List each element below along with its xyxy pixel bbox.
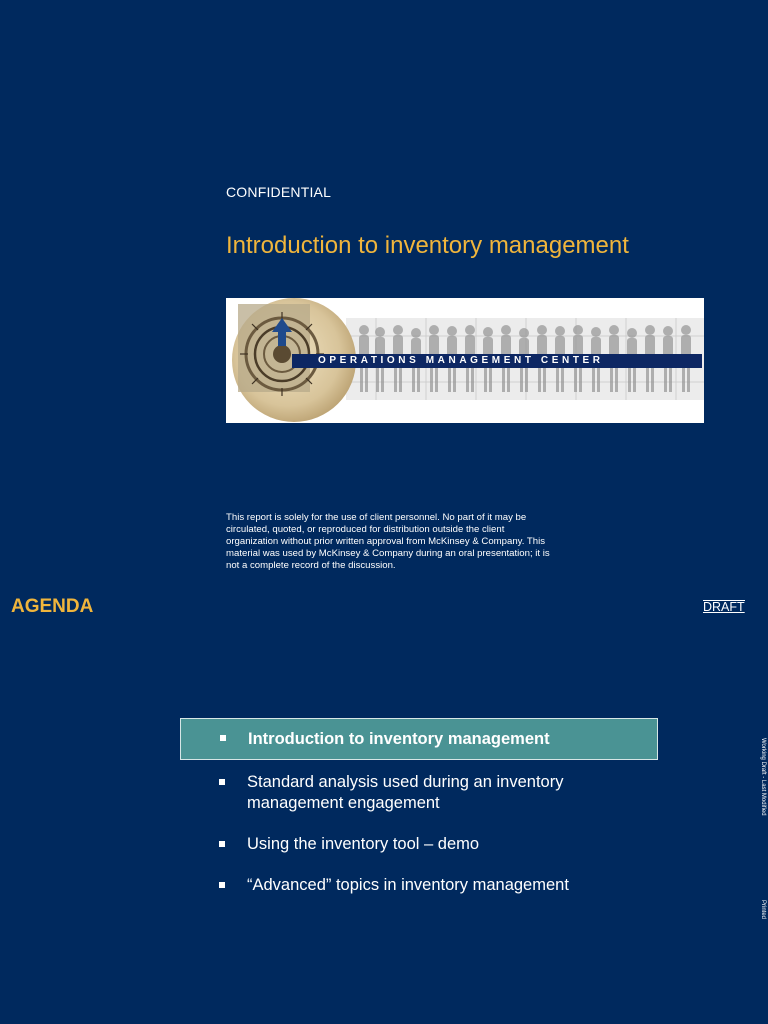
agenda-item-label: Standard analysis used during an inventory management engagement: [247, 773, 564, 812]
banner-label-strip: [292, 354, 702, 368]
square-bullet-icon: [219, 779, 225, 785]
confidential-label: CONFIDENTIAL: [226, 184, 332, 200]
square-bullet-icon: [220, 735, 226, 741]
square-bullet-icon: [219, 882, 225, 888]
agenda-item-intro[interactable]: [180, 718, 658, 760]
printed-note: Printed: [760, 900, 766, 920]
agenda-list: [180, 718, 658, 916]
agenda-title: AGENDA: [11, 596, 94, 617]
draft-label: DRAFT: [703, 600, 745, 614]
agenda-item-standard-analysis[interactable]: [180, 772, 658, 814]
agenda-item-label: Introduction to inventory management: [248, 730, 550, 748]
agenda-item-label: “Advanced” topics in inventory management: [247, 876, 569, 894]
banner-label: OPERATIONS MANAGEMENT CENTER: [318, 355, 604, 366]
document-title: Introduction to inventory management: [226, 232, 629, 259]
agenda-item-advanced-topics[interactable]: [180, 875, 658, 896]
confidentiality-disclaimer: This report is solely for the use of client personnel. No part of it may be circulated, quoted, or reproduced for distribution outside the client organization without prior written approval from McKinsey & Company. This material was used by McKinsey & Company during an oral presentation; it is not a complete record of the discussion.: [226, 512, 550, 571]
operations-banner: [226, 298, 704, 423]
working-draft-note: Working Draft - Last Modified: [760, 738, 766, 816]
agenda-item-label: Using the inventory tool – demo: [247, 835, 480, 853]
agenda-item-tool-demo[interactable]: [180, 834, 658, 855]
square-bullet-icon: [219, 841, 225, 847]
